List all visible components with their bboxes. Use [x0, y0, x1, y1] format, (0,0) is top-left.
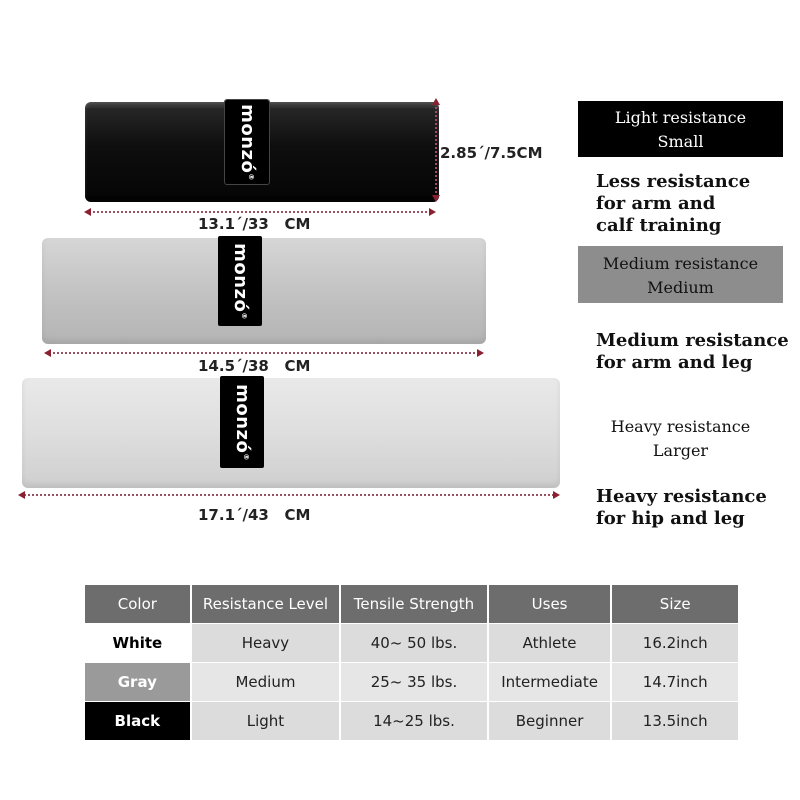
table-cell: Athlete [489, 624, 611, 662]
panel-size: Small [657, 132, 704, 151]
table-cell: Heavy [192, 624, 340, 662]
panel-size: Medium [647, 278, 714, 297]
white-resistance-band [22, 378, 560, 488]
registered-mark: ® [246, 172, 255, 181]
header-size: Size [612, 585, 738, 623]
light-resistance-panel [578, 101, 783, 157]
header-color: Color [85, 585, 190, 623]
panel-title: Light resistance [614, 108, 747, 127]
registered-mark: ® [241, 452, 250, 461]
width-dimension-label: 17.1´/43 CM [198, 506, 311, 524]
brand-label-strip [220, 376, 264, 468]
header-resistance-level: Resistance Level [192, 585, 340, 623]
table-cell: 16.2inch [612, 624, 738, 662]
table-header-row [85, 585, 738, 623]
height-dimension-line [435, 100, 437, 200]
width-dimension-line [86, 211, 434, 213]
brand-label-strip [225, 100, 269, 184]
panel-title: Medium resistance [602, 254, 759, 273]
desc-line: Less resistance [596, 171, 751, 192]
registered-mark: ® [239, 311, 248, 320]
brand-name: monzó [229, 242, 251, 312]
table-cell: 14.7inch [612, 663, 738, 701]
brand-name: monzó [231, 383, 253, 453]
table-cell: 14~25 lbs. [341, 702, 487, 740]
table-cell: Intermediate [489, 663, 611, 701]
panel-size: Larger [652, 441, 709, 460]
brand-label-strip [218, 236, 262, 326]
table-cell: Light [192, 702, 340, 740]
desc-line: Medium resistance [596, 330, 789, 351]
medium-resistance-description [596, 330, 789, 374]
table-row [85, 624, 738, 662]
specifications-table [85, 585, 738, 741]
desc-line: for arm and [596, 193, 716, 214]
desc-line: Heavy resistance [596, 486, 767, 507]
width-dimension-line [20, 494, 558, 496]
table-cell: 40~ 50 lbs. [341, 624, 487, 662]
height-dimension-label: 2.85´/7.5CM [440, 144, 543, 162]
desc-line: for arm and leg [596, 352, 753, 373]
brand-name: monzó [236, 103, 258, 173]
heavy-resistance-description [596, 486, 767, 530]
table-cell: Black [85, 702, 190, 740]
heavy-resistance-panel [578, 411, 783, 467]
table-cell: Medium [192, 663, 340, 701]
panel-title: Heavy resistance [610, 417, 751, 436]
header-uses: Uses [489, 585, 611, 623]
medium-resistance-panel [578, 246, 783, 303]
table-cell: 13.5inch [612, 702, 738, 740]
width-dimension-line [46, 352, 482, 354]
table-cell: White [85, 624, 190, 662]
table-row [85, 663, 738, 701]
table-row [85, 702, 738, 740]
band-edge [85, 196, 439, 202]
brand-logo [232, 384, 253, 461]
desc-line: for hip and leg [596, 508, 745, 529]
table-cell: Beginner [489, 702, 611, 740]
desc-line: calf training [596, 215, 722, 236]
brand-logo [230, 243, 251, 320]
header-tensile-strength: Tensile Strength [341, 585, 487, 623]
brand-logo [237, 104, 258, 181]
width-dimension-label: 14.5´/38 CM [198, 357, 311, 375]
table-cell: 25~ 35 lbs. [341, 663, 487, 701]
table-cell: Gray [85, 663, 190, 701]
width-dimension-label: 13.1´/33 CM [198, 215, 311, 233]
gray-resistance-band [42, 238, 486, 344]
light-resistance-description [596, 171, 750, 237]
